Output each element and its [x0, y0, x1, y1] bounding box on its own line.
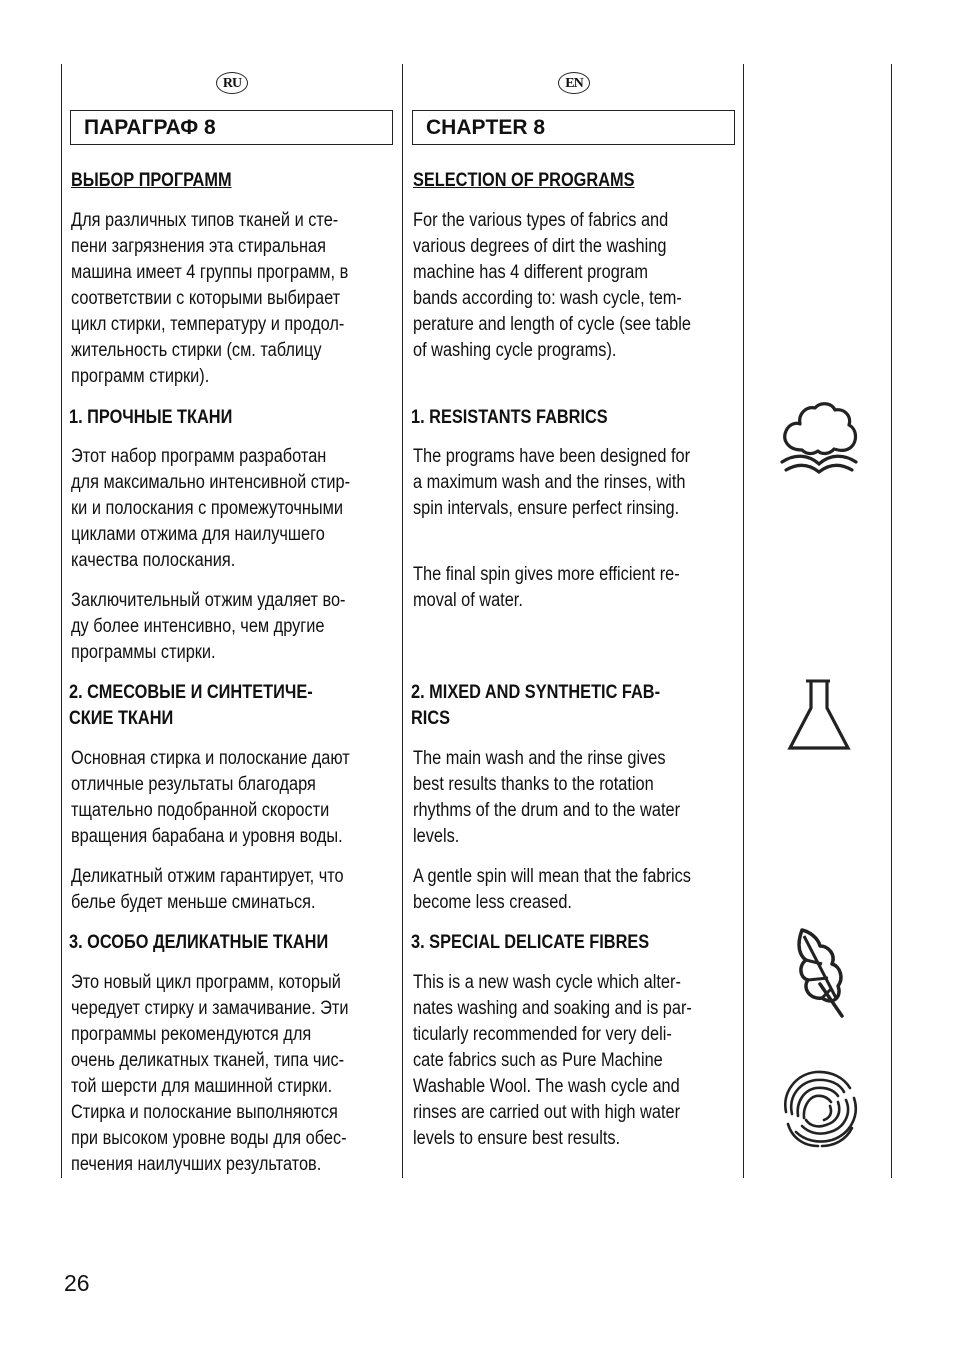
ru-mixed-paragraph-2: Деликатный отжим гарантирует, что белье будет меньше сминаться.: [71, 866, 344, 913]
en-resistant-heading: 1. RESISTANTS FABRICS: [411, 407, 608, 428]
ru-delicate-heading: 3. ОСОБО ДЕЛИКАТНЫЕ ТКАНИ: [69, 932, 329, 953]
column-divider-middle: [402, 64, 403, 1178]
column-divider-left: [61, 64, 62, 1178]
ru-language-badge: RU: [216, 72, 248, 94]
column-divider-far-right: [891, 64, 892, 1178]
en-delicate-heading: 3. SPECIAL DELICATE FIBRES: [411, 932, 650, 953]
ru-intro-paragraph: Для различных типов тканей и сте- пени загрязнения эта стиральная машина имеет 4 группы программ, в соответствии с которыми выбирает цикл стирки, температуру и продол- жительность стирки (см. таблицу программ стирки).: [71, 210, 349, 387]
ru-resistant-heading: 1. ПРОЧНЫЕ ТКАНИ: [69, 407, 233, 428]
ru-mixed-heading: 2. СМЕСОВЫЕ И СИНТЕТИЧЕ- СКИЕ ТКАНИ: [69, 682, 313, 729]
en-intro-paragraph: For the various types of fabrics and various degrees of dirt the washing machine has 4 different program bands according to: wash cycle, tem- perature and length of cycle (see table of washing cycle programs).: [413, 210, 691, 361]
en-mixed-heading: 2. MIXED AND SYNTHETIC FAB- RICS: [411, 682, 661, 729]
ru-mixed-paragraph-1: Основная стирка и полоскание дают отличные результаты благодаря тщательно подобранной скорости вращения барабана и уровня воды.: [71, 748, 350, 847]
en-chapter-title: CHAPTER 8: [412, 110, 735, 145]
en-language-badge: EN: [558, 72, 590, 94]
cotton-icon: [778, 400, 860, 478]
flask-icon: [786, 678, 852, 752]
page-number: 26: [64, 1270, 90, 1296]
en-mixed-paragraph-1: The main wash and the rinse gives best results thanks to the rotation rhythms of the drum and to the water levels.: [413, 748, 681, 847]
wool-icon: [778, 1068, 860, 1148]
en-resistant-paragraph-2: The final spin gives more efficient re- moval of water.: [413, 564, 680, 611]
ru-delicate-paragraph: Это новый цикл программ, который чередует стирку и замачивание. Эти программы рекомендуются для очень деликатных тканей, типа чис- той шерсти для машинной стирки. Стирка и полоскание выполняются при высоком уровне воды для обес- печения наилучших результатов.: [71, 972, 349, 1175]
ru-chapter-title: ПАРАГРАФ 8: [70, 110, 393, 145]
en-section-heading: SELECTION OF PROGRAMS: [413, 170, 635, 191]
ru-resistant-paragraph-2: Заключительный отжим удаляет во- ду более интенсивно, чем другие программы стирки.: [71, 590, 346, 663]
en-mixed-paragraph-2: A gentle spin will mean that the fabrics become less creased.: [413, 866, 691, 913]
feather-icon: [792, 926, 848, 1020]
ru-resistant-paragraph-1: Этот набор программ разработан для максимально интенсивной стир- ки и полоскания с промежуточными циклами отжима для наилучшего качества полоскания.: [71, 446, 351, 571]
en-resistant-paragraph-1: The programs have been designed for a maximum wash and the rinses, with spin intervals, ensure perfect rinsing.: [413, 446, 691, 519]
ru-section-heading: ВЫБОР ПРОГРАММ: [71, 170, 232, 191]
en-delicate-paragraph: This is a new wash cycle which alter- nates washing and soaking and is par- ticularly recommended for very deli- cate fabrics such as Pure Machine Washable Wool. The wash cycle and rinses are carried out with high water levels to ensure best results.: [413, 972, 692, 1149]
column-divider-right: [743, 64, 744, 1178]
